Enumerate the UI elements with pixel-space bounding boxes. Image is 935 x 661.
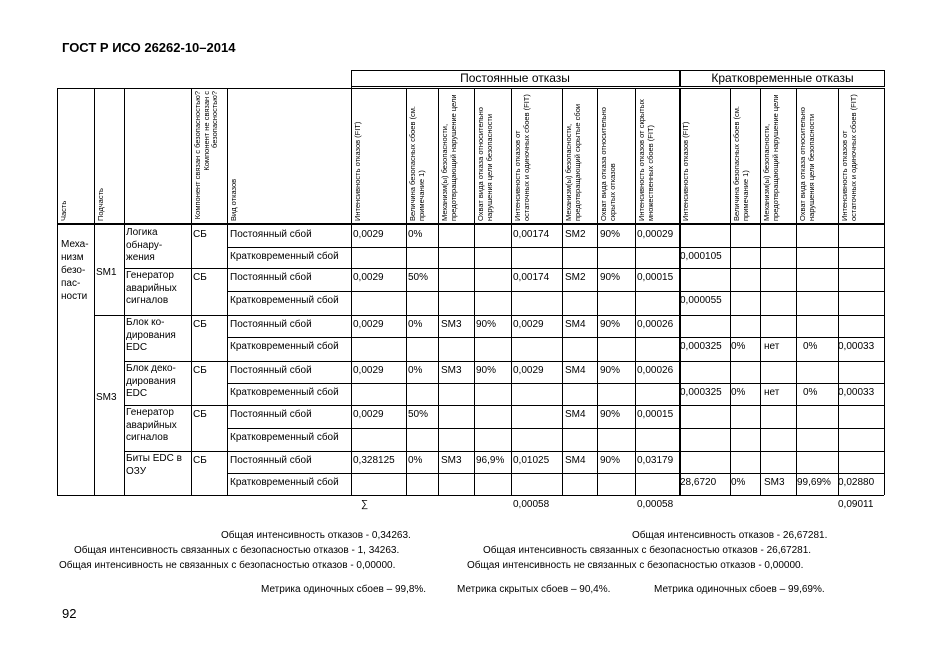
component-name: Логика обнару-жения — [126, 227, 163, 263]
subpart-sm1: SM1 — [96, 267, 117, 278]
cell-lmulti: 0,03179 — [637, 455, 674, 466]
cell-mode: Постоянный сбой — [230, 409, 312, 420]
cell-mode: Кратковременный сбой — [230, 477, 339, 488]
header-p-cov: Охват вида отказа относительно нарушения цели безопасности — [476, 107, 494, 221]
cell-sb: СБ — [193, 229, 207, 240]
cell-mode: Кратковременный сбой — [230, 251, 339, 262]
summary-right-nonsafety: Общая интенсивность не связанных с безопасностью отказов - 0,00000. — [467, 560, 804, 571]
table-rule — [227, 337, 884, 338]
cell-mode: Постоянный сбой — [230, 365, 312, 376]
table-rule — [884, 88, 885, 495]
table-rule — [124, 268, 884, 269]
group-permanent: Постоянные отказы — [460, 71, 570, 85]
cell-psafe: 50% — [408, 272, 429, 283]
cell-pfit: 0,328125 — [353, 455, 395, 466]
cell-pres: 0,0029 — [513, 365, 544, 376]
cell-lcov: 90% — [600, 455, 621, 466]
group-transient: Кратковременные отказы — [711, 71, 854, 85]
table-rule — [191, 88, 192, 495]
component-name: Генератор аварийных сигналов — [126, 270, 177, 306]
total-transient-residual: 0,09011 — [838, 499, 874, 510]
table-rule — [760, 88, 761, 495]
metric-single-permanent: Метрика одиночных сбоев – 99,8%. — [261, 584, 427, 595]
cell-tmech: нет — [764, 341, 780, 352]
cell-pcov: 96,9% — [476, 455, 505, 466]
header-failure-mode: Вид отказов — [229, 178, 238, 221]
header-t-mech: Механизм(ы) безопасности, предотвращающий нарушение цели — [762, 94, 780, 221]
header-t-cov: Охват вида отказа относительно нарушения цели безопасности — [798, 107, 816, 221]
cell-pfit: 0,0029 — [353, 229, 384, 240]
metric-single-transient: Метрика одиночных сбоев – 99,69%. — [654, 584, 825, 595]
summary-right-total: Общая интенсивность отказов - 26,67281. — [632, 530, 828, 541]
cell-tmech: нет — [764, 387, 780, 398]
cell-tfit: 0,000055 — [680, 295, 722, 306]
cell-tres: 0,00033 — [838, 387, 875, 398]
cell-tsafe: 0% — [731, 341, 746, 352]
total-latent-multi: 0,00058 — [637, 499, 674, 510]
table-rule — [884, 70, 885, 87]
table-rule — [124, 361, 884, 362]
component-name: Биты EDC в ОЗУ — [126, 453, 182, 477]
cell-lmech: SM4 — [565, 319, 586, 330]
header-subpart: Подчасть — [96, 188, 105, 221]
cell-mode: Постоянный сбой — [230, 455, 312, 466]
cell-sb: СБ — [193, 272, 207, 283]
table-rule — [730, 88, 731, 495]
cell-mode: Постоянный сбой — [230, 319, 312, 330]
cell-tfit: 0,000325 — [680, 341, 722, 352]
cell-pmech: SM3 — [441, 319, 462, 330]
table-rule — [227, 383, 884, 384]
cell-sb: СБ — [193, 365, 207, 376]
cell-psafe: 0% — [408, 319, 423, 330]
summary-left-nonsafety: Общая интенсивность не связанных с безопасностью отказов - 0,00000. — [59, 560, 396, 571]
table-rule — [474, 88, 475, 495]
header-p-fit: Интенсивность отказов (FIT) — [353, 121, 362, 221]
header-p-latent-mech: Механизм(ы) безопасности, предотвращающий скрытые сбои — [564, 103, 582, 221]
table-rule — [227, 473, 884, 474]
table-rule — [438, 88, 439, 495]
cell-pmech: SM3 — [441, 455, 462, 466]
header-t-safe: Величина безопасных сбоев (см. примечание 1) — [732, 105, 750, 221]
table-rule — [124, 451, 884, 452]
cell-mode: Кратковременный сбой — [230, 341, 339, 352]
table-rule — [227, 291, 884, 292]
part-label: Меха- низм безо- пас- ности — [61, 239, 89, 302]
cell-pfit: 0,0029 — [353, 365, 384, 376]
cell-sb: СБ — [193, 455, 207, 466]
summary-left-safety: Общая интенсивность связанных с безопасностью отказов - 1, 34263. — [74, 545, 400, 556]
cell-pres: 0,01025 — [513, 455, 550, 466]
cell-mode: Кратковременный сбой — [230, 295, 339, 306]
cell-pcov: 90% — [476, 319, 497, 330]
total-permanent-residual: 0,00058 — [513, 499, 550, 510]
cell-psafe: 0% — [408, 365, 423, 376]
cell-lmech: SM2 — [565, 272, 586, 283]
cell-pres: 0,00174 — [513, 229, 550, 240]
cell-tres: 0,02880 — [838, 477, 875, 488]
cell-tfit: 0,000105 — [680, 251, 722, 262]
header-p-latent-cov: Охват вида отказа относительно скрытых отказов — [599, 107, 617, 221]
cell-pfit: 0,0029 — [353, 272, 384, 283]
table-rule — [124, 405, 884, 406]
table-rule — [351, 86, 884, 87]
cell-tmech: SM3 — [764, 477, 785, 488]
table-rule — [94, 88, 95, 495]
component-name: Генератор аварийных сигналов — [126, 407, 177, 443]
cell-pmech: SM3 — [441, 365, 462, 376]
table-rule — [597, 88, 598, 495]
cell-lcov: 90% — [600, 229, 621, 240]
cell-lmulti: 0,00029 — [637, 229, 674, 240]
table-rule — [635, 88, 636, 495]
cell-mode: Кратковременный сбой — [230, 432, 339, 443]
header-part: Часть — [59, 200, 68, 221]
cell-tfit: 0,000325 — [680, 387, 722, 398]
cell-pfit: 0,0029 — [353, 319, 384, 330]
cell-psafe: 50% — [408, 409, 429, 420]
component-name: Блок деко-дирования EDC — [126, 363, 176, 399]
cell-psafe: 0% — [408, 455, 423, 466]
component-name: Блок ко-дирования EDC — [126, 317, 176, 353]
cell-tcov: 0% — [803, 387, 818, 398]
cell-pcov: 90% — [476, 365, 497, 376]
cell-mode: Постоянный сбой — [230, 229, 312, 240]
cell-tsafe: 0% — [731, 387, 746, 398]
cell-lmech: SM4 — [565, 409, 586, 420]
cell-tcov: 0% — [803, 341, 818, 352]
cell-lcov: 90% — [600, 409, 621, 420]
table-rule — [94, 315, 884, 316]
cell-lcov: 90% — [600, 319, 621, 330]
cell-sb: СБ — [193, 409, 207, 420]
cell-mode: Постоянный сбой — [230, 272, 312, 283]
header-p-resid: Интенсивность отказов от остаточных и одиночных сбоев (FIT) — [513, 94, 531, 221]
table-rule — [227, 247, 884, 248]
table-rule — [796, 88, 797, 495]
metric-latent: Метрика скрытых сбоев – 90,4%. — [457, 584, 611, 595]
cell-lmulti: 0,00026 — [637, 319, 674, 330]
table-rule — [124, 88, 125, 495]
cell-tfit: 28,6720 — [680, 477, 717, 488]
table-rule — [562, 88, 563, 495]
cell-pres: 0,0029 — [513, 319, 544, 330]
table-rule — [227, 88, 228, 495]
table-rule — [227, 428, 884, 429]
document-title: ГОСТ Р ИСО 26262-10–2014 — [62, 40, 236, 55]
sigma-symbol: ∑ — [361, 499, 369, 510]
header-t-fit: Интенсивность отказов (FIT) — [681, 121, 690, 221]
header-p-multi: Интенсивность отказов от скрытых множественных сбоев (FIT) — [637, 99, 655, 221]
table-rule — [511, 88, 512, 495]
cell-lmech: SM4 — [565, 455, 586, 466]
cell-lcov: 90% — [600, 272, 621, 283]
cell-pfit: 0,0029 — [353, 409, 384, 420]
table-rule — [351, 88, 352, 495]
cell-pres: 0,00174 — [513, 272, 550, 283]
cell-lmulti: 0,00015 — [637, 409, 674, 420]
subpart-sm3: SM3 — [96, 392, 117, 403]
cell-lmulti: 0,00026 — [637, 365, 674, 376]
cell-mode: Кратковременный сбой — [230, 387, 339, 398]
cell-lmech: SM2 — [565, 229, 586, 240]
header-p-safe: Величина безопасных сбоев (см. примечание 1) — [408, 105, 426, 221]
header-p-mech: Механизм(ы) безопасности, предотвращающий нарушение цели — [440, 94, 458, 221]
header-component: Компонент связан с безопасностью? Компонент не связан с безопасностью? — [193, 91, 219, 220]
cell-lcov: 90% — [600, 365, 621, 376]
cell-sb: СБ — [193, 319, 207, 330]
summary-right-safety: Общая интенсивность связанных с безопасностью отказов - 26,67281. — [483, 545, 812, 556]
table-rule — [838, 88, 839, 495]
table-rule — [406, 88, 407, 495]
header-t-resid: Интенсивность отказов от остаточных и одиночных сбоев (FIT) — [840, 94, 858, 221]
page-number: 92 — [62, 606, 77, 621]
summary-left-total: Общая интенсивность отказов - 0,34263. — [221, 530, 411, 541]
cell-psafe: 0% — [408, 229, 423, 240]
cell-lmech: SM4 — [565, 365, 586, 376]
cell-tres: 0,00033 — [838, 341, 875, 352]
cell-tsafe: 0% — [731, 477, 746, 488]
table-rule — [57, 495, 884, 496]
table-rule — [57, 88, 58, 495]
cell-lmulti: 0,00015 — [637, 272, 674, 283]
cell-tcov: 99,69% — [797, 477, 831, 488]
